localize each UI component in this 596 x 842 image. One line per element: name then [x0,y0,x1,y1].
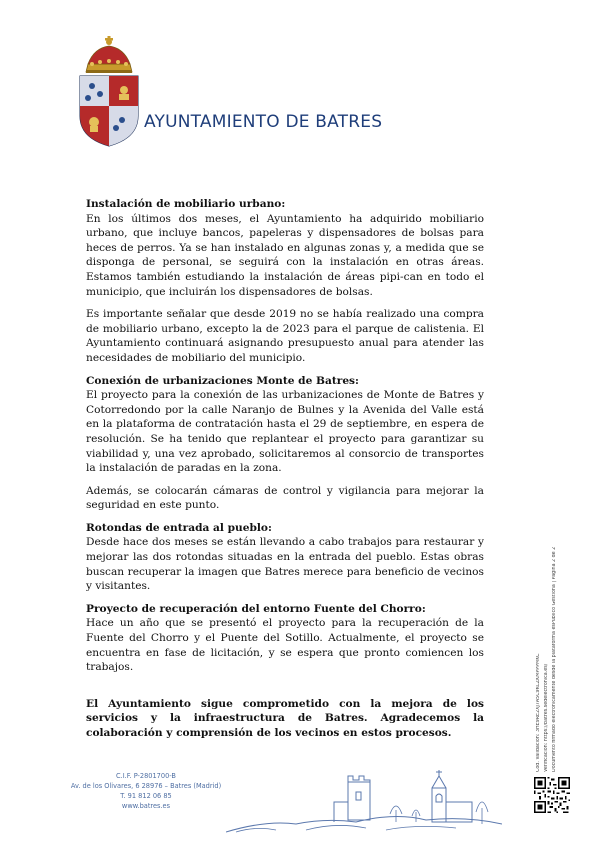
section-title: Proyecto de recuperación del entorno Fuente del Chorro: [86,602,426,615]
footer-address: Av. de los Olivares, 6 28976 – Batres (Madrid) [70,782,222,790]
organization-name: AYUNTAMIENTO DE BATRES [144,112,383,132]
crown-icon [86,36,132,73]
verification-url: Verificación: https://batres.sedelectronica.es/ [544,663,549,772]
footer-contact [46,771,246,811]
paragraph: Desde hace dos meses se están llevando a cabo trabajos para restaurar y mejorar las dos rotondas situadas en la entrada del pueblo. Estas obras buscan recuperar la imagen que Batres merece para beneficio de vecinos y visitantes. [86,536,484,593]
section-title: Instalación de mobiliario urbano: [86,198,286,210]
church-icon [432,770,472,822]
footer-cif: C.I.F. P-2801700-B [116,772,176,780]
castle-tower-icon [334,776,370,822]
signature-note: Documento firmado electrónicamente desde la plataforma esPublico Gestiona | Página 2 de 2 [552,546,557,772]
footer-web[interactable]: www.batres.es [121,802,171,810]
paragraph: El proyecto para la conexión de las urbanizaciones de Monte de Batres y Cotorredondo por la calle Naranjo de Bulnes y la Avenida del Valle está en la plataforma de contratación hasta el 29 de septiembre, en espera de resolución. Se ha tenido que replantear el proyecto para garantizar su viabilidad y, una vez aprobado, solicitaremos al consorcio de transportes la instalación de paradas en la zona. [86,389,484,475]
footer-phone: T. 91 812 06 85 [120,792,172,800]
paragraph: Hace un año que se presentó el proyecto para la recuperación de la Fuente del Chorro y el Puente del Sotillo. Actualmente, el proyecto se encuentra en fase de licitación, y se espera que pronto comiencen los trabajos. [86,617,484,674]
coat-of-arms-logo [74,34,144,150]
town-landscape-illustration [226,762,502,834]
section-title: Rotondas de entrada al pueblo: [86,521,272,534]
paragraph: Además, se colocarán cámaras de control y vigilancia para mejorar la seguridad en este punto. [86,484,484,512]
paragraph: En los últimos dos meses, el Ayuntamiento ha adquirido mobiliario urbano, que incluye bancos, papeleras y dispensadores de bolsas para heces de perros. Ya se han instalado en algunas zonas y, a medida que se disponga de personal, se seguirá con la instalación en otras áreas. Estamos también estudiando la instalación de áreas pipi-can en todo el municipio, que incluirán los dispensadores de bolsas. [86,212,484,298]
paragraph: Es importante señalar que desde 2019 no se había realizado una compra de mobiliario urbano, excepto la de 2023 para el parque de calistenia. El Ayuntamiento continuará asignando presupuesto anual para atender las necesidades de mobiliario del municipio. [86,308,484,364]
electronic-signature-stamp [536,500,560,772]
validation-code: Cód. Validación: 3HE9RE2XJ7A5C9KCZKMPPPMKC [536,653,541,772]
tree-icon [390,802,488,824]
section-title: Conexión de urbanizaciones Monte de Batres: [86,374,359,387]
closing-statement: El Ayuntamiento sigue comprometido con la mejora de los servicios y la infraestructura de Batres. Agradecemos la colaboración y comprensión de los vecinos en estos procesos. [86,697,484,739]
document-body [86,197,484,741]
qr-code-icon [534,777,570,813]
shield-icon [80,76,138,146]
